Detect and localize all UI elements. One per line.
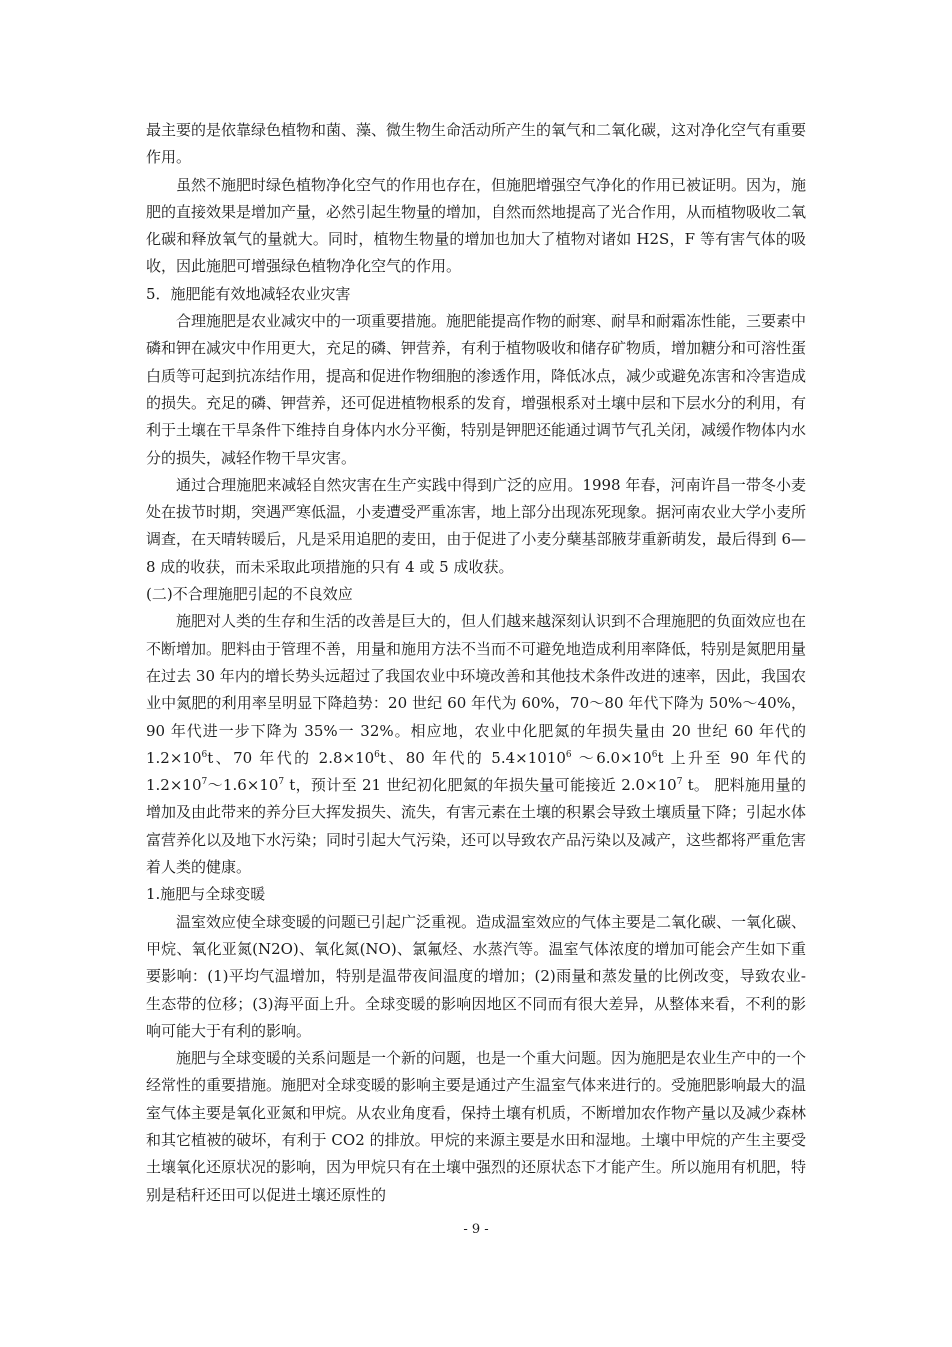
section-heading: (二)不合理施肥引起的不良效应 [146, 585, 353, 604]
paragraph: 虽然不施肥时绿色植物净化空气的作用也存在，但施肥增强空气净化的作用已被证明。因为，施肥的直接效果是增加产量，必然引起生物量的增加，自然而然地提高了光合作用，从而植物吸收二氧化碳和释放氧气的量就大。同时，植物生物量的增加也加大了植物对诸如 H2S，F 等有害气体的吸收，因此施肥可增强绿色植物净化空气的作用。 [146, 175, 807, 276]
text-run: t。 肥料施用量的增加及由此带来的养分巨大挥发损失、流失，有害元素在土壤的积累会导致土壤质量下降；引起水体富营养化以及地下水污染；同时引起大气污染，还可以导致农产品污染以及减产，这些都将严重危害着人类的健康。 [146, 776, 807, 877]
superscript: 7 [201, 777, 208, 788]
page-number: - 9 - [463, 1222, 489, 1237]
paragraph [146, 608, 806, 881]
text-run: t、80 年代的 5.4×1010 [379, 748, 566, 767]
text-run: t，预计至 21 世纪初化肥氮的年损失量可能接近 2.0×10 [284, 776, 677, 795]
text-run: t、70 年代的 2.8×10 [207, 748, 375, 767]
section-heading: 1.施肥与全球变暖 [146, 885, 266, 904]
text-run: ～6.0×10 [571, 748, 652, 767]
text-run: 施肥对人类的生存和生活的改善是巨大的，但人们越来越深刻认识到不合理施肥的负面效应也在不断增加。肥料由于管理不善，用量和施用方法不当而不可避免地造成利用率降低，特别是氮肥用量在过去 30 年内的增长势头远超过了我国农业中环境改善和其他技术条件改进的速率，因此，我国农业中氮肥的利用率呈明显下降趋势：20 世纪 60 年代为 60%，70～80 年代下降为 50%～40%，90 年代进一步下降为 35%一 32%。相应地，农业中化肥氮的年损失量由 20 世纪 60 年代的 1.2×10 [146, 612, 807, 767]
text-run: t 上升至 90 年代的 1.2×10 [146, 748, 807, 795]
superscript: 6 [201, 749, 208, 760]
paragraph: 温室效应使全球变暖的问题已引起广泛重视。造成温室效应的气体主要是二氧化碳、一氧化碳、甲烷、氧化亚氮(N2O)、氧化氮(NO)、氯氟烃、水蒸汽等。温室气体浓度的增加可能会产生如下重要影响：(1)平均气温增加，特别是温带夜间温度的增加；(2)雨量和蒸发量的比例改变，导致农业-生态带的位移；(3)海平面上升。全球变暖的影响因地区不同而有很大差异，从整体来看，不利的影响可能大于有利的影响。 [146, 912, 807, 1040]
superscript: 7 [278, 777, 285, 788]
body-text [146, 117, 806, 1209]
superscript: 6 [651, 749, 658, 760]
superscript: 6 [565, 749, 572, 760]
paragraph: 通过合理施肥来减轻自然灾害在生产实践中得到广泛的应用。1998 年春，河南许昌一带冬小麦处在拔节时期，突遇严寒低温，小麦遭受严重冻害，地上部分出现冻死现象。据河南农业大学小麦所调查，在天晴转暖后，凡是采用追肥的麦田，由于促进了小麦分蘖基部腋芽重新萌发，最后得到 6—8 成的收获，而未采取此项措施的只有 4 或 5 成收获。 [146, 475, 807, 576]
paragraph: 施肥与全球变暖的关系问题是一个新的问题，也是一个重大问题。因为施肥是农业生产中的一个经常性的重要措施。施肥对全球变暖的影响主要是通过产生温室气体来进行的。受施肥影响最大的温室气体主要是氧化亚氮和甲烷。从农业角度看，保持土壤有机质，不断增加农作物产量以及减少森林和其它植被的破坏，有利于 CO2 的排放。甲烷的来源主要是水田和湿地。土壤中甲烷的产生主要受土壤氧化还原状况的影响，因为甲烷只有在土壤中强烈的还原状态下才能产生。所以施用有机肥，特别是秸秆还田可以促进土壤还原性的 [146, 1049, 807, 1204]
superscript: 7 [676, 777, 683, 788]
superscript: 6 [374, 749, 380, 760]
text-run: ～1.6×10 [207, 776, 279, 795]
paragraph: 合理施肥是农业减灾中的一项重要措施。施肥能提高作物的耐寒、耐旱和耐霜冻性能，三要素中磷和钾在减灾中作用更大，充足的磷、钾营养，有利于植物吸收和储存矿物质，增加糖分和可溶性蛋白质等可起到抗冻结作用，提高和促进作物细胞的渗透作用，降低冰点，减少或避免冻害和冷害造成的损失。充足的磷、钾营养，还可促进植物根系的发育，增强根系对土壤中层和下层水分的利用，有利于土壤在干旱条件下维持自身体内水分平衡，特别是钾肥还能通过调节气孔关闭，减缓作物体内水分的损失，减轻作物干旱灾害。 [146, 312, 807, 467]
paragraph: 最主要的是依靠绿色植物和菌、藻、微生物生命活动所产生的氧气和二氧化碳，这对净化空气有重要作用。 [146, 121, 807, 167]
section-heading: 5．施肥能有效地减轻农业灾害 [146, 284, 351, 303]
